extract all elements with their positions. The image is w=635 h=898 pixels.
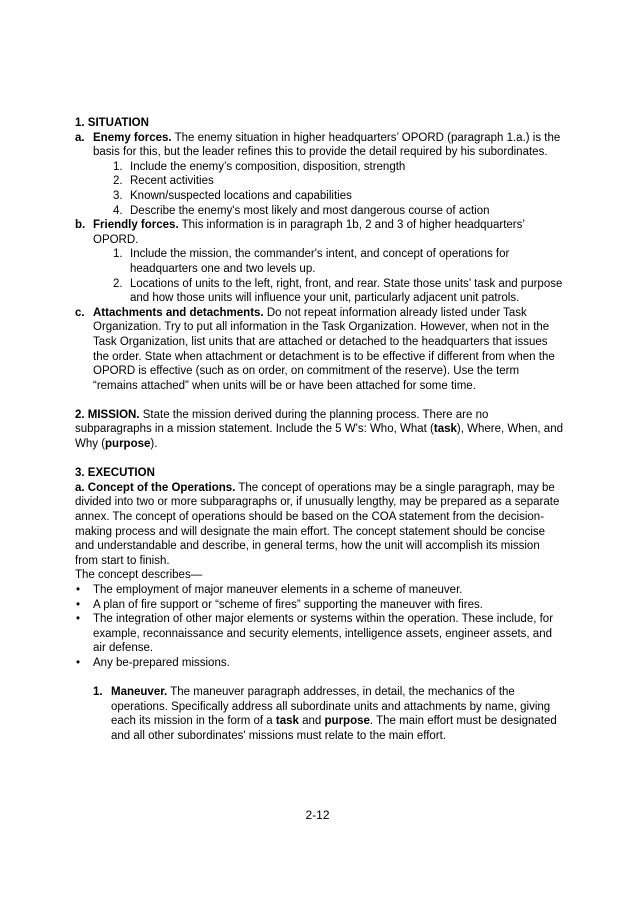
situation-heading: 1. SITUATION (75, 117, 149, 129)
list-item: 4. Describe the enemy's most likely and most dangerous course of action (113, 204, 490, 217)
maneuver-paragraph: 1. Maneuver. The maneuver paragraph addresses, in detail, the mechanics of the operations. Specifically address all subordinate units and attachments by name, giving each its mission in the form of a task and purpose. The main effort must be designated and all other subordinates' missions must relate to the main effort. (93, 686, 557, 742)
page-number: 2-12 (305, 808, 330, 822)
mission-heading: 2. MISSION. (75, 408, 140, 421)
bullet-item: • A plan of fire support or “scheme of fires” supporting the maneuver with fires. (76, 598, 483, 611)
enemy-forces-label: a. (75, 131, 85, 144)
list-item: 1. Include the mission, the commander's intent, and concept of operations for headquarters one and two levels up. (113, 248, 510, 275)
enemy-forces-title: Enemy forces. (93, 131, 172, 144)
concept-describes: The concept describes— (75, 569, 203, 582)
list-item: 1. Include the enemy’s composition, disposition, strength (113, 160, 406, 173)
friendly-forces-label: b. (75, 219, 86, 232)
friendly-forces-title: Friendly forces. (93, 219, 179, 232)
enemy-forces-text: The enemy situation in higher headquarters’ OPORD (paragraph 1.a.) is the basis for this, but the leader refines this to provide the detail required by his subordinates. (93, 131, 561, 159)
attachments-title: Attachments and detachments. (93, 306, 264, 319)
friendly-forces-paragraph (75, 218, 563, 247)
attachments-text: Do not repeat information already listed under Task Organization. Try to put all information in the Task Organization. However, when not in the Task Organization, list units that are attached or detached to the headquarters that issues the order. State when attachment or detachment is to be effective if different from when the OPORD is effective (such as on order, on commitment of the reserve). Use the term “remains attached” when units will be or have been attached for some time. (93, 306, 555, 392)
list-item: 2. Recent activities (113, 175, 214, 188)
concept-of-operations-paragraph: a. Concept of the Operations. The concept of operations may be a single paragraph, may be divided into two or more subparagraphs or, if unusually lengthy, may be prepared as a separate annex. The concept of operations should be based on the COA statement from the decision-making process and will designate the main effort. The concept statement should be concise and understandable and describe, in general terms, how the unit will accomplish its mission from start to finish. (75, 481, 560, 567)
execution-heading: 3. EXECUTION (75, 467, 155, 480)
list-item: 2. Locations of units to the left, right, front, and rear. State those units’ task and purpose and how those units will influence your unit, particularly adjacent unit patrols. (113, 277, 563, 305)
bullet-item: • The employment of major maneuver elements in a scheme of maneuver. (76, 584, 463, 596)
enemy-forces-paragraph (75, 131, 563, 160)
attachments-label: c. (75, 306, 85, 319)
bullet-item: • Any be-prepared missions. (76, 656, 230, 669)
attachments-paragraph (75, 306, 563, 394)
concept-title: a. Concept of the Operations. (75, 481, 236, 494)
maneuver-number: 1. (93, 686, 103, 699)
bullet-item: • The integration of other major elements or systems within the operation. These include, for example, reconnaissance and security elements, intelligence assets, engineer assets, and air defense. (76, 613, 554, 655)
document-body (75, 116, 563, 744)
friendly-forces-text: This information is in paragraph 1b, 2 and 3 of higher headquarters’ OPORD. (93, 219, 525, 246)
list-item: 3. Known/suspected locations and capabilities (113, 189, 352, 202)
mission-paragraph: 2. MISSION. State the mission derived during the planning process. There are no subparagraphs in a mission statement. Include the 5 W's: Who, What (task), Where, When, and Why (purpose). (75, 408, 563, 451)
maneuver-title: Maneuver. (111, 686, 168, 699)
